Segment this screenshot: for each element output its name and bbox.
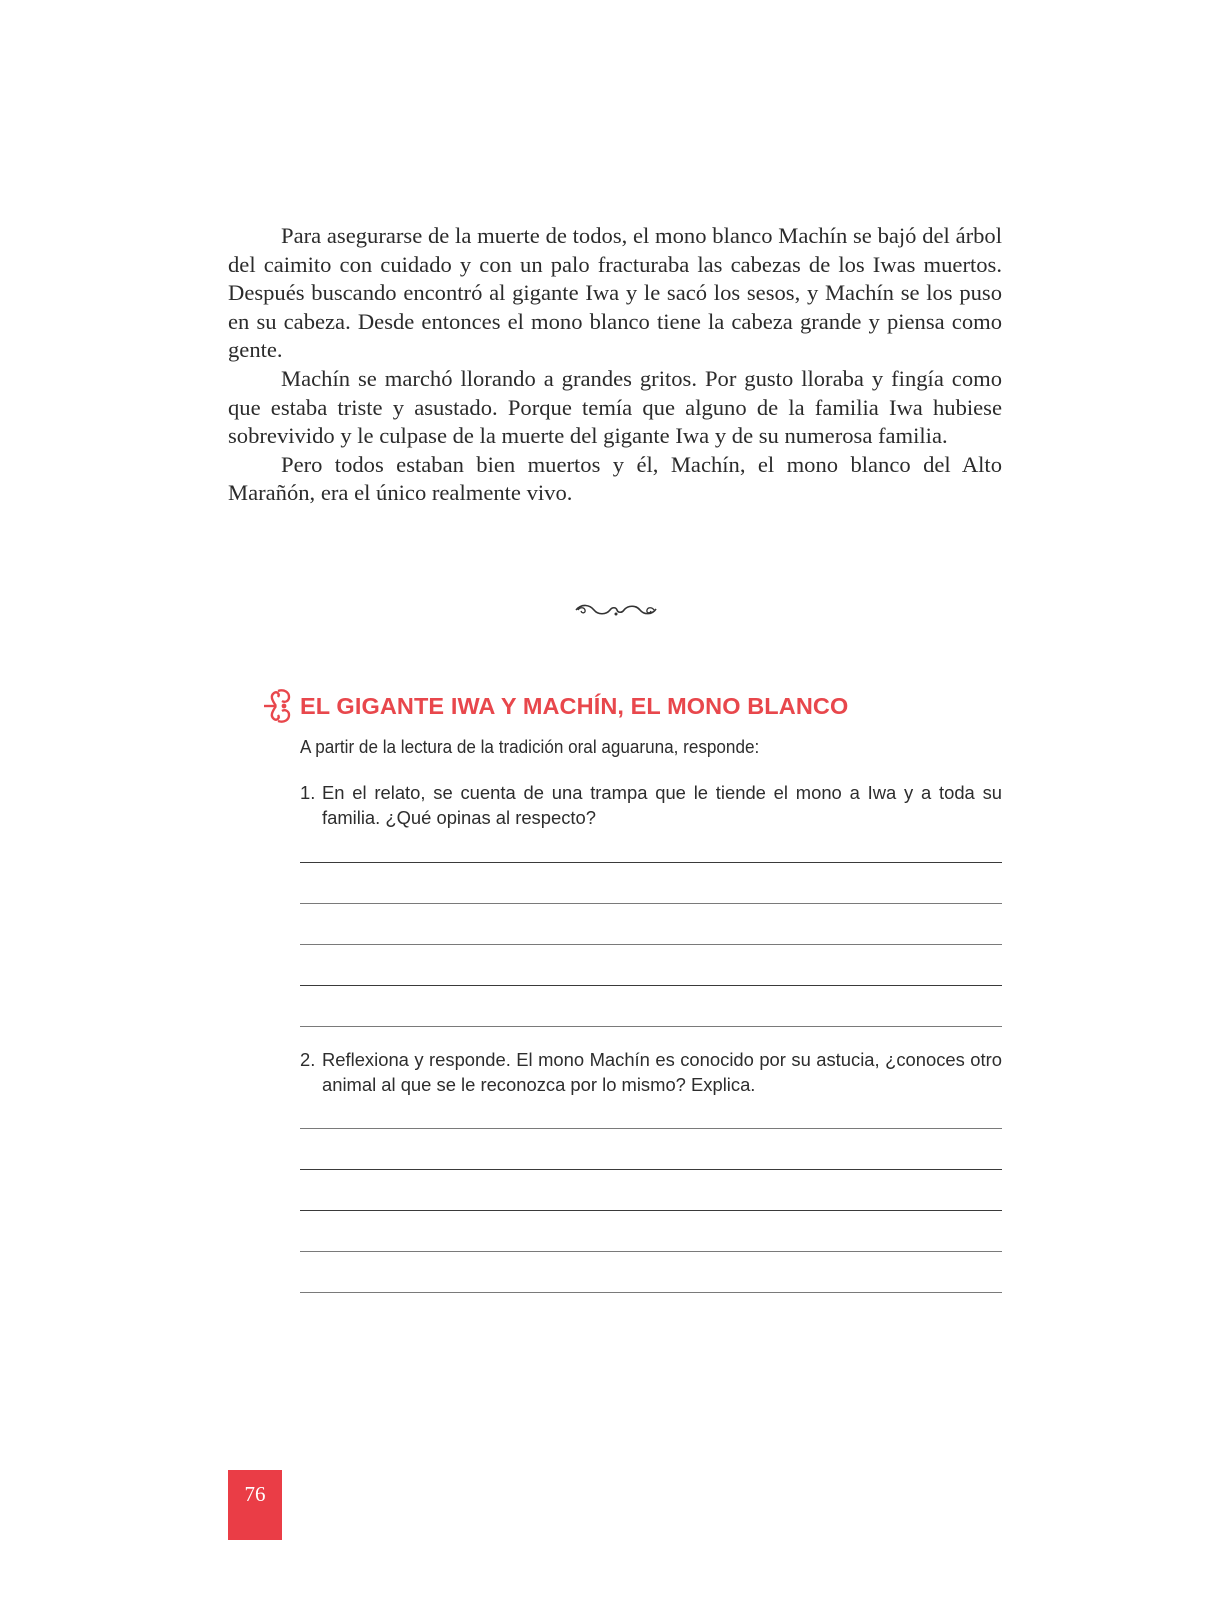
activity-title: EL GIGANTE IWA Y MACHÍN, EL MONO BLANCO [300, 692, 849, 719]
activity-instruction: A partir de la lectura de la tradición oral aguaruna, responde: [300, 736, 760, 757]
activity-heading [262, 686, 848, 726]
page-number: 76 [244, 1482, 266, 1506]
answer-line[interactable] [300, 862, 1002, 863]
question-2 [300, 1047, 1002, 1097]
answer-line[interactable] [300, 944, 1002, 945]
ornament-divider-icon [574, 601, 658, 619]
answer-line[interactable] [300, 903, 1002, 904]
story-paragraph: Para asegurarse de la muerte de todos, el mono blanco Machín se bajó del árbol del caimito con cuidado y con un palo fracturaba las cabezas de los Iwas muertos. Después buscando encontró al gigante Iwa y le sacó los sesos, y Machín se los puso en su cabeza. Desde entonces el mono blanco tiene la cabeza grande y piensa como gente. [228, 223, 1002, 363]
question-number: 1. [300, 782, 316, 803]
answer-line[interactable] [300, 1128, 1002, 1129]
fleuron-icon [262, 687, 294, 725]
story-text [228, 222, 1002, 508]
question-text: En el relato, se cuenta de una trampa que le tiende el mono a Iwa y a toda su familia. ¿Qué opinas al respecto? [322, 782, 1002, 828]
question-number: 2. [300, 1049, 316, 1070]
question-text: Reflexiona y responde. El mono Machín es conocido por su astucia, ¿conoces otro animal al que se le reconozca por lo mismo? Explica. [322, 1049, 1002, 1095]
page-number-box [228, 1470, 282, 1540]
answer-line[interactable] [300, 1026, 1002, 1027]
story-paragraph: Pero todos estaban bien muertos y él, Machín, el mono blanco del Alto Marañón, era el único realmente vivo. [228, 451, 1002, 506]
answer-line[interactable] [300, 1292, 1002, 1293]
answer-line[interactable] [300, 1169, 1002, 1170]
answer-line[interactable] [300, 1210, 1002, 1211]
story-paragraph: Machín se marchó llorando a grandes gritos. Por gusto lloraba y fingía como que estaba triste y asustado. Porque temía que alguno de la familia Iwa hubiese sobrevivido y le culpase de la muerte del gigante Iwa y de su numerosa familia. [228, 365, 1002, 449]
answer-line[interactable] [300, 1251, 1002, 1252]
answer-line[interactable] [300, 985, 1002, 986]
question-1 [300, 780, 1002, 830]
